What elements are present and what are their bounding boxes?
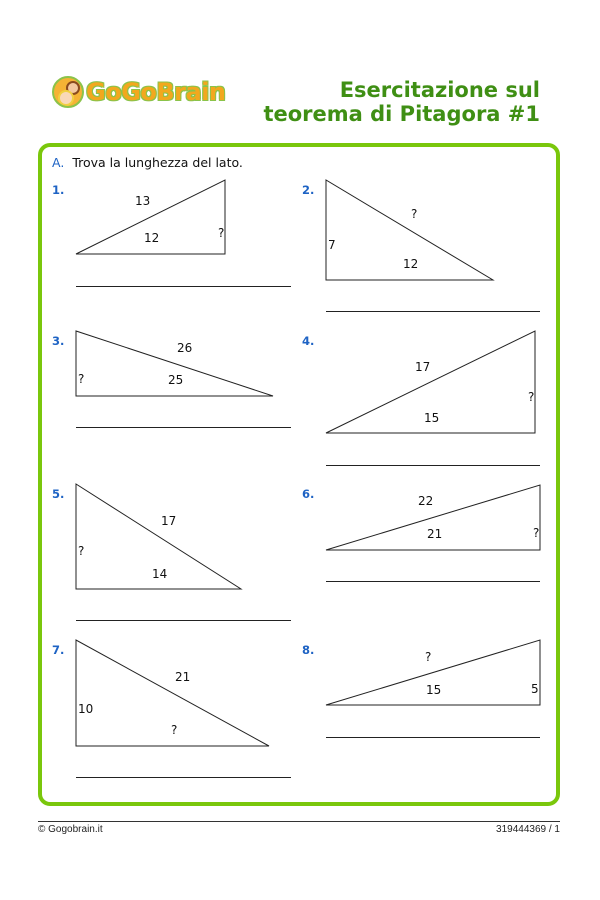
problem-3-number: 3.	[52, 334, 65, 348]
problem-1-number: 1.	[52, 183, 65, 197]
problem-5-base: 14	[152, 567, 168, 581]
problem-5-number: 5.	[52, 487, 65, 501]
problem-7-hypotenuse: 21	[175, 670, 191, 684]
problem-4-hypotenuse: 17	[415, 360, 431, 374]
problem-8-answer-line[interactable]	[326, 737, 540, 738]
problem-6-number: 6.	[302, 487, 315, 501]
problem-1-height: ?	[218, 226, 225, 240]
instruction-text: Trova la lunghezza del lato.	[72, 155, 243, 170]
problem-7-height: 10	[78, 702, 94, 716]
problem-6-height: ?	[533, 526, 540, 540]
problem-8-height: 5	[531, 682, 539, 696]
logo-text: GoGoBrain	[86, 78, 226, 106]
footer-page-id: 319444369 / 1	[496, 824, 560, 835]
problem-3-base: 25	[168, 373, 184, 387]
problem-3-answer-line[interactable]	[76, 427, 291, 428]
title-line-1: Esercitazione sul	[339, 78, 540, 102]
problem-1-base: 12	[144, 231, 160, 245]
problem-6-hypotenuse: 22	[418, 494, 434, 508]
problem-1-hypotenuse: 13	[135, 194, 151, 208]
problem-1-answer-line[interactable]	[76, 286, 291, 287]
problem-8-base: 15	[426, 683, 442, 697]
problem-2-base: 12	[403, 257, 419, 271]
problem-5-hypotenuse: 17	[161, 514, 177, 528]
problem-3-hypotenuse: 26	[177, 341, 193, 355]
problem-7-base: ?	[171, 723, 178, 737]
problem-6-base: 21	[427, 527, 443, 541]
problem-5-height: ?	[78, 544, 85, 558]
problem-2-answer-line[interactable]	[326, 311, 540, 312]
problem-2-hypotenuse: ?	[411, 207, 418, 221]
problem-5-answer-line[interactable]	[76, 620, 291, 621]
problem-6-answer-line[interactable]	[326, 581, 540, 582]
problem-7-answer-line[interactable]	[76, 777, 291, 778]
problem-4-number: 4.	[302, 334, 315, 348]
problem-3-height: ?	[78, 372, 85, 386]
section-letter: A.	[52, 155, 65, 170]
problem-8-number: 8.	[302, 643, 315, 657]
footer-copyright: © Gogobrain.it	[38, 824, 103, 835]
problem-2-number: 2.	[302, 183, 315, 197]
problem-4-answer-line[interactable]	[326, 465, 540, 466]
problem-4-height: ?	[528, 390, 535, 404]
problem-8-hypotenuse: ?	[425, 650, 432, 664]
problem-2-height: 7	[328, 238, 336, 252]
problem-7-number: 7.	[52, 643, 65, 657]
problem-4-base: 15	[424, 411, 440, 425]
title-line-2: teorema di Pitagora #1	[263, 102, 540, 126]
footer-divider	[38, 821, 560, 822]
